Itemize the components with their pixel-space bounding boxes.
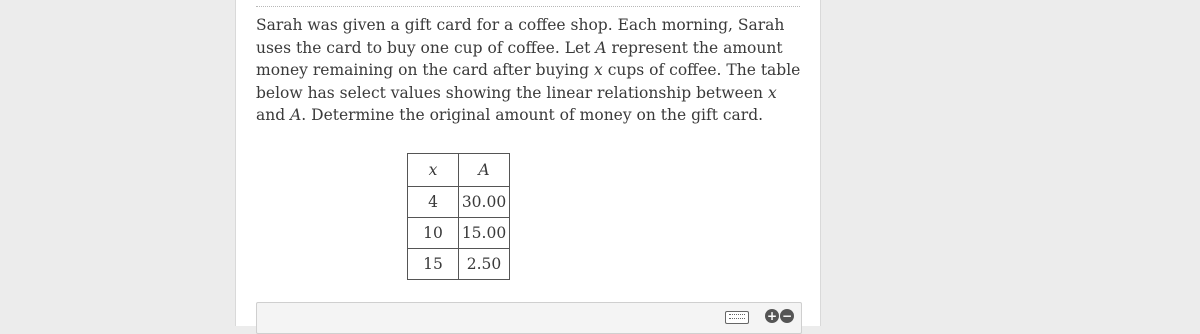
table-row — [408, 249, 510, 280]
question-part-5: . Determine the original amount of money on the gift card. — [301, 106, 764, 124]
keyboard-icon[interactable] — [725, 311, 749, 324]
cell-x: 15 — [408, 249, 459, 280]
header-a: A — [459, 154, 510, 187]
var-a: A — [595, 38, 607, 57]
zoom-in-icon[interactable]: + — [766, 309, 778, 323]
cell-a: 30.00 — [459, 187, 510, 218]
cell-x: 10 — [408, 218, 459, 249]
cell-a: 15.00 — [459, 218, 510, 249]
table-row — [408, 187, 510, 218]
table-row — [408, 218, 510, 249]
top-divider — [256, 6, 800, 7]
var-x: x — [594, 61, 603, 79]
values-table-wrapper — [407, 153, 510, 280]
var-x-2: x — [767, 83, 777, 102]
cell-x: 4 — [408, 187, 459, 218]
answer-input[interactable] — [256, 302, 802, 334]
values-table — [407, 153, 510, 280]
question-part-1: Sarah was given a gift card for a coffee shop. Each morning, Sarah uses the card to buy one cup of coffee. Let — [256, 16, 785, 57]
question-part-4: and — [256, 106, 291, 124]
table-header-row — [408, 154, 510, 187]
header-x: x — [408, 154, 459, 187]
question-text — [256, 14, 806, 127]
question-part-3: cups of coffee. The table below has select values showing the linear relationship between — [256, 61, 801, 102]
question-card — [235, 0, 821, 326]
var-a-2: A — [290, 106, 302, 124]
question-part-2: represent the amount money remaining on the card after buying — [256, 38, 783, 79]
zoom-out-icon[interactable]: − — [781, 309, 793, 323]
cell-a: 2.50 — [459, 249, 510, 280]
